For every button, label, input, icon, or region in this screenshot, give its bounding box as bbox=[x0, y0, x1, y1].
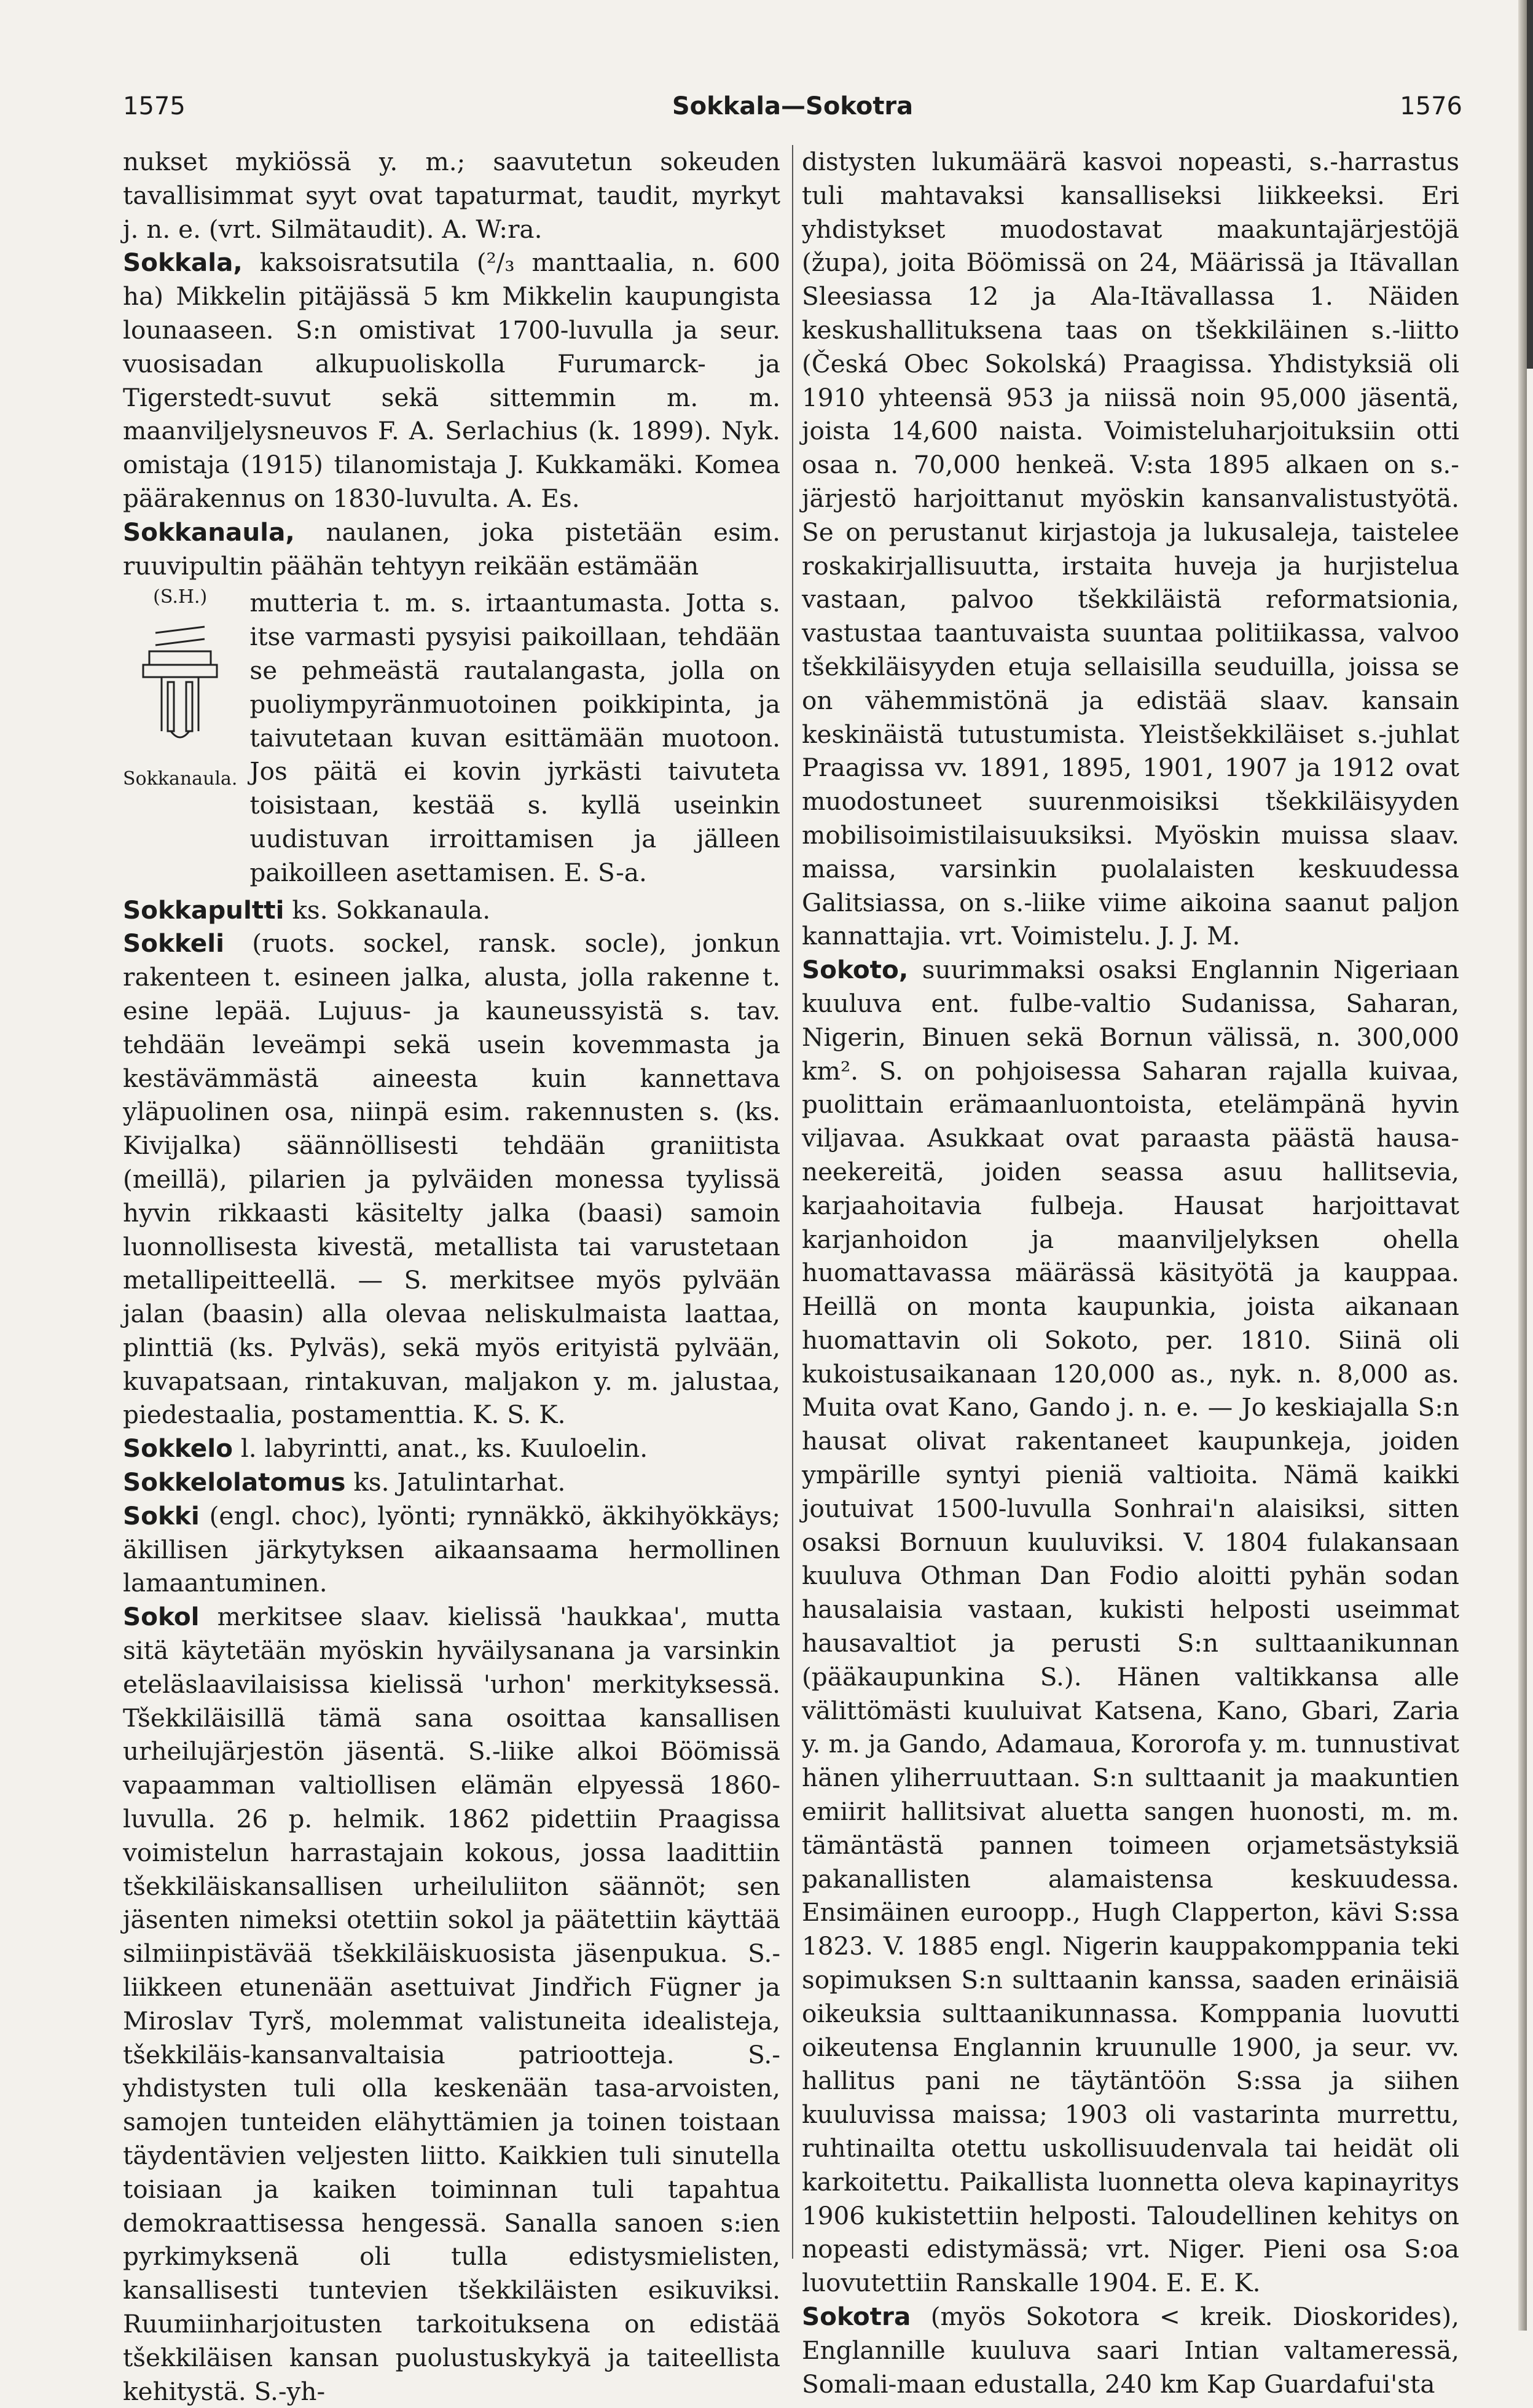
headword-sokkeli: Sokkeli bbox=[123, 928, 225, 959]
page-header bbox=[123, 92, 1462, 141]
entry-text-sokotra: (myös Sokotora < kreik. Dioskorides), Englannille kuuluva saari Intian valtameressä, Somali-maan edustalla, 240 km Kap Guardafui'sta bbox=[802, 2302, 1459, 2399]
column-divider bbox=[792, 145, 793, 2259]
entry-text-sokkanaula-1: naulanen, joka pistetään esim. ruuvipultin päähän tehtyyn reikään estämään bbox=[123, 517, 780, 581]
figure-label: (S.H.) bbox=[153, 586, 208, 608]
entry-sokkelolatomus bbox=[123, 1465, 780, 1499]
entry-sokotra bbox=[802, 2300, 1459, 2401]
entry-sokki bbox=[123, 1499, 780, 1600]
figure-caption: Sokkanaula. bbox=[123, 768, 238, 790]
page-edge-dark bbox=[1527, 0, 1533, 369]
entry-text-sokkapultti: ks. Sokkanaula. bbox=[292, 895, 491, 925]
entry-text-sokol: merkitsee slaav. kielissä 'haukkaa', mutta sitä käytetään myöskin hyväilysanana ja varsinkin eteläslaavilaisissa kielissä 'urhon' merkityksessä. Tšekkiläisillä tämä sana osoittaa kansallisen urheilujärjestön jäsentä. S.-liike alkoi Böömissä vapaamman valtiollisen elämän elpyessä 1860-luvulla. 26 p. helmik. 1862 pidettiin Praagissa voimistelun harrastajain kokous, jossa laadittiin tšekkiläiskansallisen urheiluliiton säännöt; sen jäsenten nimeksi otettiin sokol ja päätettiin käyttää silmiinpistävää tšekkiläiskuosista jäsenpukua. S.-liikkeen etunenään asettuivat Jindřich Fügner ja Miroslav Tyrš, molemmat valistuneita idealisteja, tšekkiläis-kansanvaltaisia patriootteja. S.-yhdistysten tuli olla keskenään tasa-arvoisten, samojen tunteiden elähyttämien ja toinen toistaan täydentävien veljesten liitto. Kaikkien tuli sinutella toisiaan ja kaiken toiminnan tuli tapahtua demokraattisessa hengessä. Sanalla sanoen s:ien pyrkimyksenä oli tulla edistysmielisten, kansallisesti tuntevien tšekkiläisten esikuviksi. Ruumiinharjoitusten tarkoituksena on edistää tšekkiläisen kansan puolustuskykyä ja taiteellista kehitystä. S.-yh- bbox=[123, 1602, 780, 2406]
entry-sokoto bbox=[802, 953, 1459, 2300]
entry-text-sokkeli: (ruots. sockel, ransk. socle), jonkun rakenteen t. esineen jalka, alusta, jolla rakenne t. esine lepää. Lujuus- ja kauneussyistä s. tav. tehdään leveämpi sekä usein kovemmasta ja kestävämmästä aineesta kuin kannettava yläpuolinen osa, niinpä esim. rakennusten s. (ks. Kivijalka) säännöllisesti tehdään graniitista (meillä), pilarien ja pylväiden monessa tyylissä hyvin rikkaasti käsitelty jalka (baasi) samoin luonnollisesta kivestä, metallista tai varustetaan metallipeitteellä. — S. merkitsee myös pylvään jalan (baasin) alla olevaa neliskulmaista laattaa, plinttiä (ks. Pylväs), sekä myös erityistä pylvään, kuvapatsaan, rintakuvan, maljakon y. m. jalustaa, piedestaalia, postamenttia. K. S. K. bbox=[123, 928, 781, 1430]
entry-sokol-continuation: distysten lukumäärä kasvoi nopeasti, s.-harrastus tuli mahtavaksi kansalliseksi liikkeeksi. Eri yhdistykset muodostavat maakuntajärjestöjä (župa), joita Böömissä on 24, Määrissä ja Itävallan Sleesiassa 12 ja Ala-Itävallassa 1. Näiden keskushallituksena taas on tšekkiläinen s.-liitto (Česká Obec Sokolská) Praagissa. Yhdistyksiä oli 1910 yhteensä 953 ja niissä noin 95,000 jäsentä, joista 14,600 naista. Voimisteluharjoituksiin otti osaa n. 70,000 henkeä. V:sta 1895 alkaen on s.-järjestö harjoittanut myöskin kansanvalistustyötä. Se on perustanut kirjastoja ja lukusaleja, taistelee roskakirjallisuutta, irstaita huveja ja hurjistelua vastaan, palvoo tšekkiläistä reformatsionia, vastustaa taantuvaista suuntaa politiikassa, valvoo tšekkiläisyyden etuja sellaisilla seuduilla, joissa se on vähemmistönä ja edistää slaav. kansain keskinäistä tutustumista. Yleistšekkiläiset s.-juhlat Praagissa vv. 1891, 1895, 1901, 1907 ja 1912 ovat muodostuneet suurenmoisiksi tšekkiläisyyden mobilisoimistilaisuuksiksi. Myöskin muissa slaav. maissa, varsinkin puolalaisten keskuudessa Galitsiassa, on s.-liike viime aikoina saanut paljon kannattajia. vrt. Voimistelu. J. J. M. bbox=[802, 147, 1459, 951]
entry-sokol bbox=[123, 1600, 780, 2408]
entry-text-sokkelolatomus: ks. Jatulintarhat. bbox=[353, 1467, 566, 1497]
cotter-pin-illustration bbox=[137, 608, 223, 768]
headword-sokki: Sokki bbox=[123, 1500, 200, 1531]
entry-sokkapultti bbox=[123, 893, 780, 927]
entry-text-sokkelo: l. labyrintti, anat., ks. Kuuloelin. bbox=[240, 1433, 648, 1464]
page-title: Sokkala—Sokotra bbox=[672, 92, 914, 120]
page-number-left: 1575 bbox=[123, 92, 186, 120]
entry-sokkeli bbox=[123, 927, 780, 1432]
headword-sokoto: Sokoto, bbox=[802, 955, 909, 985]
headword-sokkelo: Sokkelo bbox=[123, 1433, 233, 1464]
entry-text-sokkanaula-2: mutteria t. m. s. irtaantumasta. Jotta s. itse varmasti pysyisi paikoillaan, tehdään se pehmeästä rautalangasta, jolla on puoliympyränmuotoinen poikkipinta, ja taivutetaan kuvan esittämään muotoon. Jos päitä ei kovin jyrkästi taivuteta toisistaan, kestää s. kyllä useinkin uudistuvan irroittamisen ja jälleen paikoilleen asettamisen. E. S-a. bbox=[249, 588, 780, 887]
headword-sokol: Sokol bbox=[123, 1602, 200, 1632]
entry-continuation: nukset mykiössä y. m.; saavutetun sokeuden tavallisimmat syyt ovat tapaturmat, taudit, myrkyt j. n. e. (vrt. Silmätaudit). A. W:ra. bbox=[123, 147, 780, 244]
figure-block bbox=[123, 586, 780, 889]
right-column bbox=[802, 145, 1459, 2401]
entry-sokkala bbox=[123, 246, 780, 515]
headword-sokkala: Sokkala, bbox=[123, 248, 243, 278]
figure-sokkanaula bbox=[123, 586, 237, 889]
page-edge-shadow bbox=[1518, 0, 1527, 2331]
left-column bbox=[123, 145, 780, 2408]
headword-sokotra: Sokotra bbox=[802, 2302, 911, 2331]
entry-text-sokkala: kaksoisratsutila (²/₃ manttaalia, n. 600 ha) Mikkelin pitäjässä 5 km Mikkelin kaupungista lounaaseen. S:n omistivat 1700-luvulla ja seur. vuosisadan alkupuoliskolla Furumarck- ja Tigerstedt-suvut sekä sittemmin m. m. maanviljelysneuvos F. A. Serlachius (k. 1899). Nyk. omistaja (1915) tilanomistaja J. Kukkamäki. Komea päärakennus on 1830-luvulta. A. Es. bbox=[123, 248, 780, 513]
page-number-right: 1576 bbox=[1400, 92, 1462, 120]
headword-sokkapultti: Sokkapultti bbox=[123, 895, 284, 925]
entry-text-sokoto: suurimmaksi osaksi Englannin Nigeriaan kuuluva ent. fulbe-valtio Sudanissa, Saharan, Nigerin, Binuen sekä Bornun välissä, n. 300,000 km². S. on pohjoisessa Saharan rajalla kuivaa, puolittain erämaanluontoista, etelämpänä hyvin viljavaa. Asukkaat ovat paraasta päästä hausa-neekereitä, joiden seassa asuu hallitsevia, karjaahoitavia fulbeja. Hausat harjoittavat karjanhoidon ja maanviljelyksen ohella huomattavassa määrässä käsityötä ja kauppaa. Heillä on monta kaupunkia, joista aikanaan huomattavin oli Sokoto, per. 1810. Siinä oli kukoistusaikanaan 120,000 as., nyk. n. 8,000 as. Muita ovat Kano, Gando j. n. e. — Jo keskiajalla S:n hausat olivat rakentaneet kaupunkeja, joiden ympärille syntyi pieniä valtioita. Nämä kaikki joutuivat 1500-luvulla Sonhrai'n alaisiksi, sitten osaksi Bornuun kuuluviksi. V. 1804 fulakansaan kuuluva Othman Dan Fodio aloitti pyhän sodan hausalaisia vastaan, kukisti helposti useimmat hausavaltiot ja perusti S:n sulttaanikunnan (pääkaupunkina S.). Hänen valtikkansa alle välittömästi kuuluivat Katsena, Kano, Gbari, Zaria y. m. ja Gando, Adamaua, Kororofa y. m. tunnustivat hänen yliherruuttaan. S:n sulttaanit ja maakuntien emiirit hallitsivat aluetta sangen huonosti, m. m. tämäntästä pannen toimeen orjametsästyksiä pakanallisten alamaistensa keskuudessa. Ensimäinen euroopp., Hugh Clapperton, kävi S:ssa 1823. V. 1885 engl. Nigerin kauppakomppania teki sopimuksen S:n sulttaanin kanssa, saaden erinäisiä oikeuksia sulttaanikunnassa. Komppania luovutti oikeutensa Englannin kruunulle 1900, ja seur. vv. hallitus pani ne täytäntöön S:ssa ja siihen kuuluvissa maissa; 1903 oli vastarinta murrettu, ruhtinailta otettu uskollisuudenvala tai heidät oli karkoitettu. Paikallista luonnetta oleva kapinayritys 1906 kukistettiin helposti. Taloudellinen kehitys on nopeasti edistymässä; vrt. Niger. Pieni osa S:oa luovutettiin Ranskalle 1904. E. E. K. bbox=[802, 955, 1460, 2298]
headword-sokkelolatomus: Sokkelolatomus bbox=[123, 1467, 346, 1497]
entry-text-sokki: (engl. choc), lyönti; rynnäkkö, äkkihyökkäys; äkillisen järkytyksen aikaansaama hermollinen lamaantuminen. bbox=[123, 1500, 780, 1598]
headword-sokkanaula: Sokkanaula, bbox=[123, 517, 295, 547]
entry-sokkanaula bbox=[123, 516, 780, 583]
entry-sokkelo bbox=[123, 1432, 780, 1465]
